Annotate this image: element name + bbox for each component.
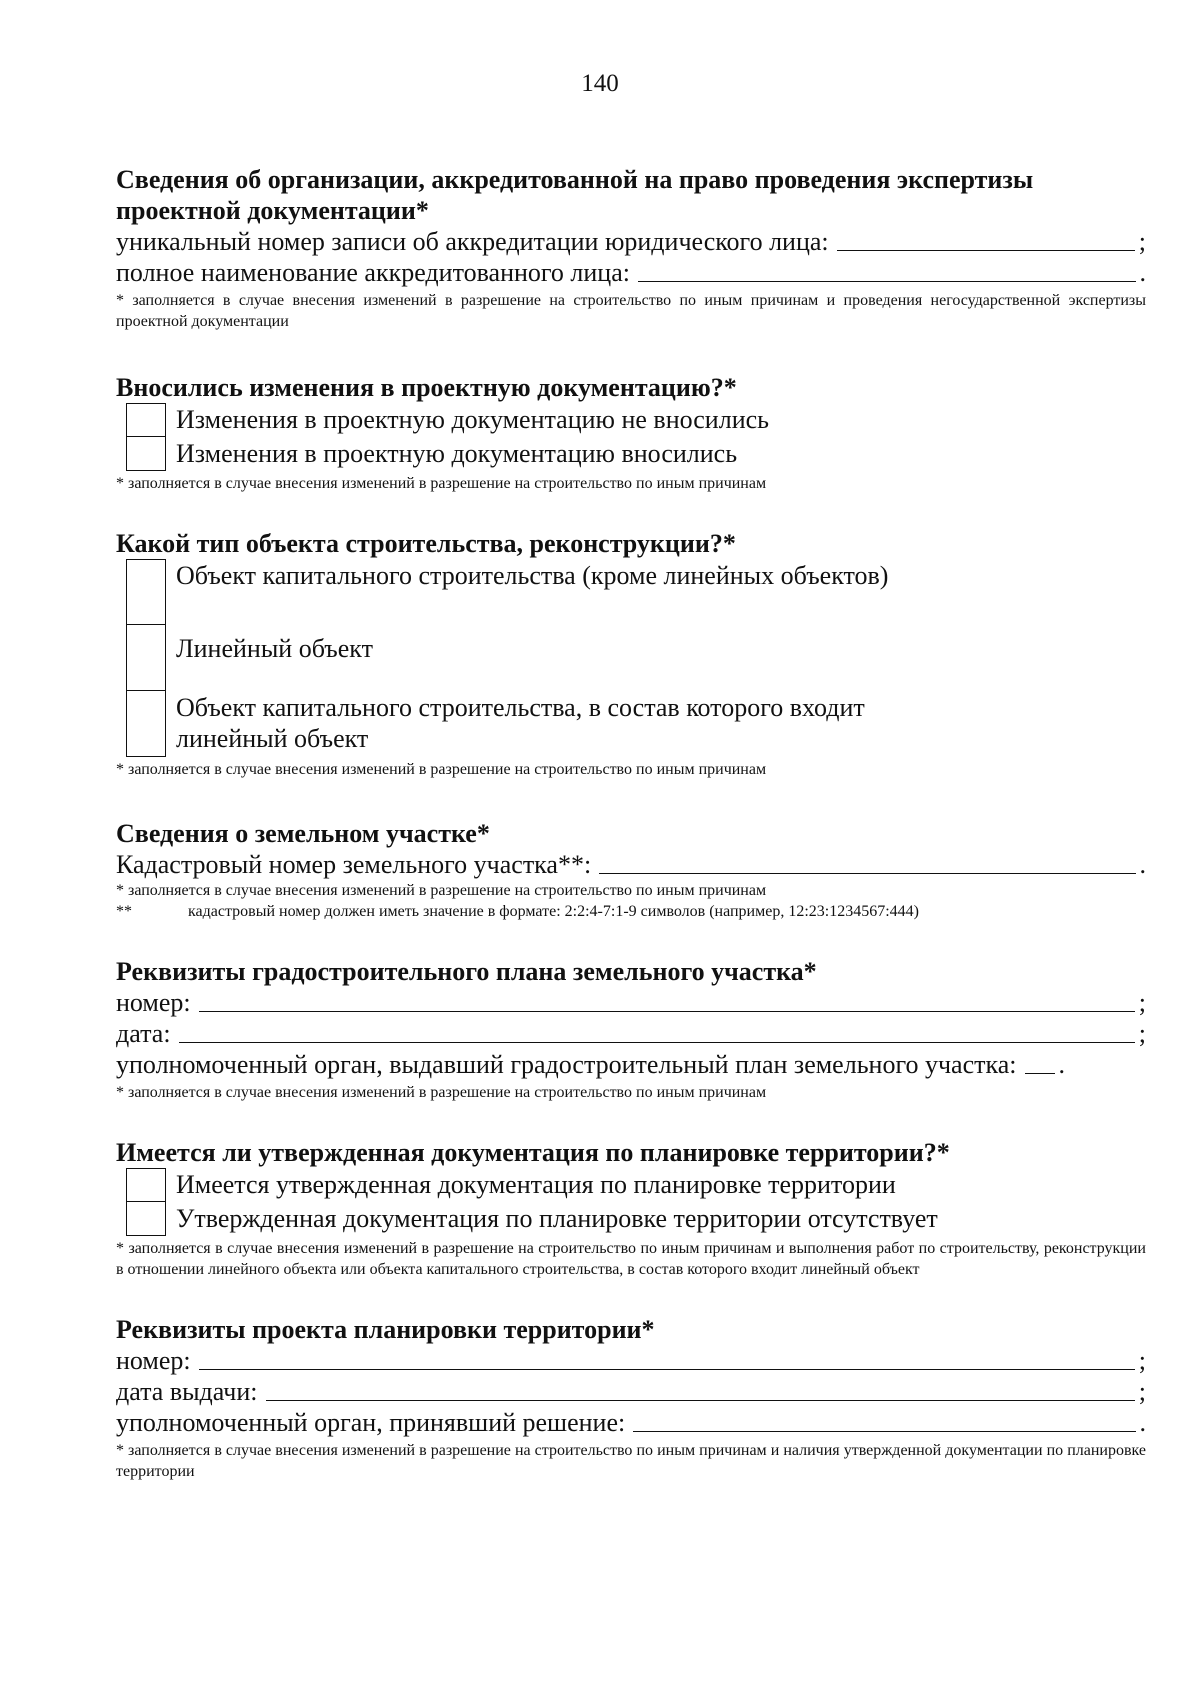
footnote-format xyxy=(116,901,1146,922)
checkbox-no-changes[interactable] xyxy=(126,403,166,437)
section-heading: Сведения о земельном участке* xyxy=(116,819,490,848)
gpzu-number-input[interactable] xyxy=(199,989,1135,1012)
object-type-options xyxy=(116,559,1146,757)
checkbox-capital-object[interactable] xyxy=(126,559,166,625)
section-expert-org xyxy=(116,164,1146,332)
footnote: * заполняется в случае внесения изменений в разрешение на строительство по иным причинам и выполнения работ по строительству, реконструкции в отношении линейного объекта или объекта капитального строительства, в состав которого входит линейный объект xyxy=(116,1240,1146,1278)
section-heading: Какой тип объекта строительства, реконструкции?* xyxy=(116,529,736,558)
gpzu-authority-input[interactable] xyxy=(1025,1051,1055,1074)
field-end: ; xyxy=(1138,1019,1146,1048)
field-label: полное наименование аккредитованного лица: xyxy=(116,258,630,287)
option-label: Изменения в проектную документацию вносились xyxy=(176,439,738,468)
option-label: Имеется утвержденная документация по планировке территории xyxy=(176,1170,896,1199)
field-label: уполномоченный орган, выдавший градостроительный план земельного участка: xyxy=(116,1050,1017,1079)
section-land-plot xyxy=(116,818,1146,922)
footnote: * заполняется в случае внесения изменений в разрешение на строительство по иным причинам xyxy=(116,475,767,492)
option-row xyxy=(116,691,1146,757)
accredited-name-input[interactable] xyxy=(638,259,1136,282)
field-label: номер: xyxy=(116,988,191,1017)
field-label: номер: xyxy=(116,1346,191,1375)
changes-options xyxy=(116,403,1146,471)
page-number: 140 xyxy=(581,70,619,97)
option-row xyxy=(116,403,1146,437)
cadastral-number-input[interactable] xyxy=(599,851,1135,874)
accreditation-number-input[interactable] xyxy=(837,228,1135,251)
checkbox-docs-exist[interactable] xyxy=(126,1168,166,1202)
section-heading: Реквизиты градостроительного плана земельного участка* xyxy=(116,957,817,986)
option-row xyxy=(116,1202,1146,1236)
checkbox-docs-absent[interactable] xyxy=(126,1202,166,1236)
footnote: * заполняется в случае внесения изменений в разрешение на строительство по иным причинам и наличия утвержденной документации по планировке территории xyxy=(116,1442,1146,1480)
checkbox-capital-with-linear[interactable] xyxy=(126,691,166,757)
field-end: ; xyxy=(1138,988,1146,1017)
gpzu-date-input[interactable] xyxy=(179,1020,1135,1043)
option-row xyxy=(116,1168,1146,1202)
footnote: * заполняется в случае внесения изменений в разрешение на строительство по иным причинам xyxy=(116,1084,767,1101)
footnote: * заполняется в случае внесения изменений в разрешение на строительство по иным причинам и проведения негосударственной экспертизы проектной документации xyxy=(116,292,1146,330)
option-row xyxy=(116,437,1146,471)
field-label: Кадастровый номер земельного участка**: xyxy=(116,850,592,879)
field-end: ; xyxy=(1138,227,1146,256)
section-heading: Сведения об организации, аккредитованной на право проведения экспертизы проектной документации* xyxy=(116,165,1034,225)
option-row xyxy=(116,559,1146,625)
option-label: Объект капитального строительства, в состав которого входит линейный объект xyxy=(176,693,865,753)
accreditation-number-field xyxy=(116,226,1146,257)
section-gpzu xyxy=(116,956,1146,1103)
section-object-type xyxy=(116,528,1146,780)
project-date-input[interactable] xyxy=(266,1378,1135,1401)
section-heading: Вносились изменения в проектную документацию?* xyxy=(116,373,737,402)
option-label: Объект капитального строительства (кроме линейных объектов) xyxy=(176,561,889,590)
footnote-mark: ** xyxy=(116,903,132,920)
footnote: * заполняется в случае внесения изменений в разрешение на строительство по иным причинам xyxy=(116,882,767,899)
checkbox-linear-object[interactable] xyxy=(126,625,166,691)
project-number-input[interactable] xyxy=(199,1347,1135,1370)
option-label: Утвержденная документация по планировке территории отсутствует xyxy=(176,1204,938,1233)
gpzu-number-field xyxy=(116,987,1146,1018)
planning-docs-options xyxy=(116,1168,1146,1236)
project-date-field xyxy=(116,1376,1146,1407)
field-label: уполномоченный орган, принявший решение: xyxy=(116,1408,626,1437)
field-label: уникальный номер записи об аккредитации юридического лица: xyxy=(116,227,829,256)
checkbox-changes-made[interactable] xyxy=(126,437,166,471)
gpzu-date-field xyxy=(116,1018,1146,1049)
project-authority-input[interactable] xyxy=(633,1409,1135,1432)
field-end: . xyxy=(1139,258,1146,287)
footnote-text: кадастровый номер должен иметь значение в формате: 2:2:4-7:1-9 символов (например, 12:23:1234567:444) xyxy=(188,903,920,920)
field-label: дата: xyxy=(116,1019,171,1048)
field-end: ; xyxy=(1138,1346,1146,1375)
project-authority-field xyxy=(116,1407,1146,1438)
option-label: Изменения в проектную документацию не вносились xyxy=(176,405,770,434)
field-end: ; xyxy=(1138,1377,1146,1406)
field-end: . xyxy=(1139,1408,1146,1437)
field-end: . xyxy=(1139,850,1146,879)
gpzu-authority-field xyxy=(116,1049,1146,1080)
cadastral-number-field xyxy=(116,849,1146,880)
section-heading: Имеется ли утвержденная документация по планировке территории?* xyxy=(116,1138,950,1167)
field-label: дата выдачи: xyxy=(116,1377,258,1406)
field-end: . xyxy=(1058,1050,1066,1079)
section-planning-docs xyxy=(116,1137,1146,1280)
project-number-field xyxy=(116,1345,1146,1376)
section-planning-project xyxy=(116,1314,1146,1482)
form-content xyxy=(116,164,1146,1482)
section-changes xyxy=(116,372,1146,494)
option-label: Линейный объект xyxy=(176,634,373,663)
accredited-name-field xyxy=(116,257,1146,288)
section-heading: Реквизиты проекта планировки территории* xyxy=(116,1315,655,1344)
option-row xyxy=(116,625,1146,691)
footnote: * заполняется в случае внесения изменений в разрешение на строительство по иным причинам xyxy=(116,761,767,778)
